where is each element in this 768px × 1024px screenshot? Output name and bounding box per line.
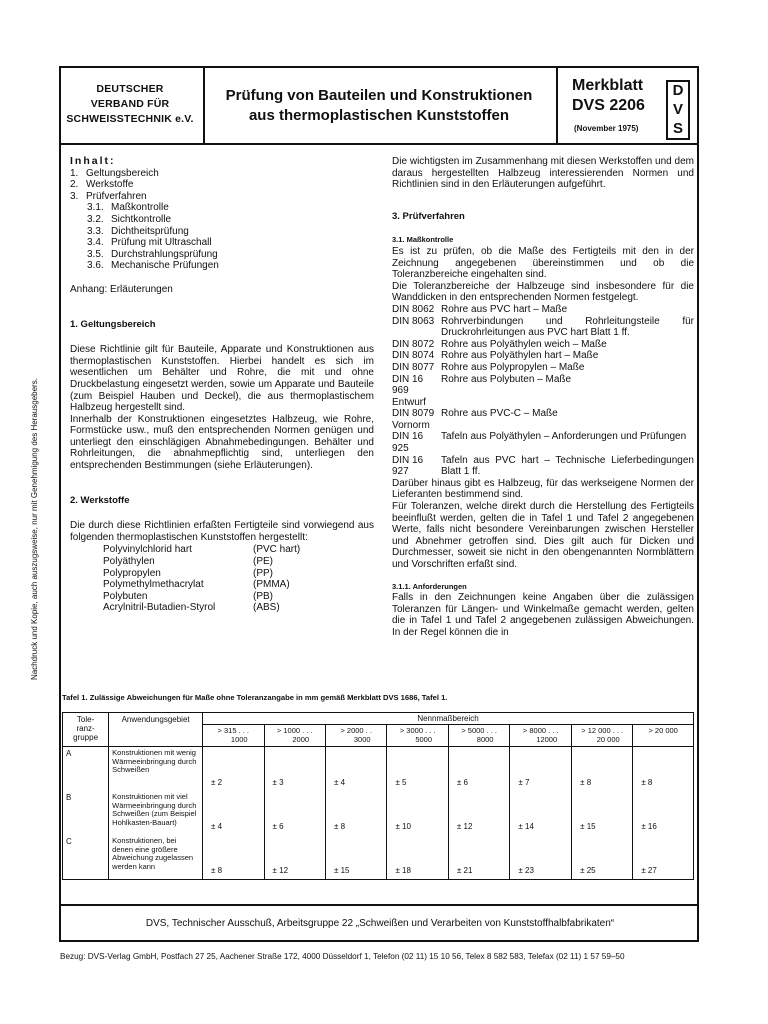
section-3-1-1-heading: 3.1.1. Anforderungen [392, 581, 467, 591]
din-code: Entwurf [392, 396, 426, 408]
table-row [63, 747, 694, 792]
section-1-paragraph: Diese Richtlinie gilt für Bauteile, Apparate und Konstruktionen aus thermoplastischen Kunststoffen. Hierbei handelt es sich im wesentlichen um Behälter und Rohre, die mit und ohne Druckbelastung eingesetzt werden, sowie um Apparate und Bauteile (zum Beispiel Hauben und Deckel), die aus thermoplastischem Halbzeug hergestellt sind. [70, 344, 374, 414]
toc-item [87, 260, 374, 272]
din-code: DIN 8077 [392, 361, 435, 373]
range-to: 12000 [536, 734, 558, 744]
tolerance-value: ± 15 [572, 791, 633, 835]
table-of-contents [70, 168, 374, 272]
tolerance-value: ± 8 [572, 747, 633, 792]
section-2-paragraph: Die durch diese Richtlinien erfaßten Fertigteile sind vorwiegend aus folgenden thermoplastischen Kunststoffen hergestellt: [70, 520, 374, 543]
din-standard [392, 362, 694, 374]
toc-number: 3.1. [87, 202, 104, 214]
tolerance-value: ± 5 [387, 747, 448, 792]
range-header [510, 725, 572, 747]
din-standard [392, 397, 694, 409]
toc-number: 3. [70, 190, 79, 202]
header-divider-right [556, 66, 558, 144]
toc-item [70, 168, 374, 180]
range-header [203, 725, 264, 747]
tolerance-value: ± 6 [264, 791, 325, 835]
merkblatt-label [572, 76, 645, 116]
org-line: SCHWEISSTECHNIK e.V. [66, 113, 194, 125]
dvs-logo [666, 80, 690, 140]
din-code: DIN 16 925 [392, 431, 424, 455]
column-header-group [63, 713, 109, 747]
group-cell: A [63, 747, 109, 792]
din-title: Rohre aus PVC-C – Maße [441, 408, 558, 420]
tolerance-value: ± 6 [448, 747, 509, 792]
din-code: DIN 16 969 [392, 373, 424, 397]
din-standard [392, 420, 694, 432]
paragraph: Darüber hinaus gibt es Halbzeug, für das werkseigene Normen der Lieferanten bestimmend sind. [392, 477, 694, 501]
footer-organization: DVS, Technischer Ausschuß, Arbeitsgruppe 22 „Schweißen und Verarbeiten von Kunststoffhalbfabrikaten“ [145, 918, 615, 929]
section-3-1-heading: 3.1. Maßkontrolle [392, 235, 454, 245]
range-from: > 8000 . . . [522, 726, 559, 735]
toc-label: Werkstoffe [86, 179, 134, 191]
tolerance-value: ± 8 [203, 835, 264, 880]
material-name: Acrylnitril-Butadien-Styrol [103, 602, 216, 614]
din-standard [392, 339, 694, 351]
use-cell: Konstruktionen mit wenig Wärmeeinbringung durch Schweißen [109, 747, 203, 792]
tolerance-value: ± 8 [633, 747, 694, 792]
toc-number: 3.5. [87, 248, 104, 260]
table-row [63, 835, 694, 880]
tolerance-value: ± 12 [448, 791, 509, 835]
material-abbreviation: (PVC hart) [253, 544, 301, 556]
din-code: DIN 8079 [392, 408, 435, 420]
toc-label: Sichtkontrolle [111, 213, 172, 225]
materials-list [103, 544, 374, 614]
range-from: > 1000 . . . [276, 726, 313, 735]
material-item [103, 568, 374, 580]
tolerance-value: ± 23 [510, 835, 572, 880]
title-line: aus thermoplastischen Kunststoffen [248, 107, 510, 124]
toc-label: Prüfverfahren [86, 190, 147, 202]
copyright-side-note: Nachdruck und Kopie, auch auszugsweise, nur mit Genehmigung des Herausgebers. [30, 378, 39, 680]
tolerance-value: ± 18 [387, 835, 448, 880]
tolerance-value: ± 7 [510, 747, 572, 792]
range-to: 20 000 [596, 734, 620, 744]
din-title: Rohre aus Polyäthylen weich – Maße [441, 338, 607, 350]
toc-number: 3.2. [87, 213, 104, 225]
toc-label: Geltungsbereich [86, 167, 159, 179]
din-standards-list [392, 304, 694, 478]
din-standard [392, 374, 694, 397]
section-1-heading: 1. Geltungsbereich [70, 318, 156, 330]
din-title: Tafeln aus PVC hart – Technische Lieferbedingungen Blatt 1 ff. [441, 454, 694, 478]
material-abbreviation: (ABS) [253, 602, 280, 614]
material-name: Polymethylmethacrylat [103, 579, 204, 591]
tolerance-paragraph: Für Toleranzen, welche direkt durch die Herstellung des Fertigteils beeinflußt werden, gelten die in Tafel 1 und Tafel 2 angegebenen Werte, falls nicht besondere Vereinbarungen zwischen Hersteller und Abnehmer getroffen sind. Dies gilt auch für Dicken und Durchmesser, soweit sie nicht in den obengenannten Normblättern und Vorschriften erfaßt sind. [392, 501, 694, 570]
table-caption: Tafel 1. Zulässige Abweichungen für Maße ohne Toleranzangabe in mm gemäß Merkblatt DVS 1686, Tafel 1. [62, 693, 448, 702]
material-abbreviation: (PP) [253, 567, 273, 579]
header-line: ranz- [76, 724, 95, 733]
tolerance-value: ± 27 [633, 835, 694, 880]
range-header [325, 725, 386, 747]
section-3-1-1-paragraph: Falls in den Zeichnungen keine Angaben über die zulässigen Toleranzen für Längen- und Winkelmaße gemacht werden, gelten die in Tafel 1 und Tafel 2 angegebenen zulässigen Abweichungen. In der Regel können die in [392, 592, 694, 638]
group-cell: B [63, 791, 109, 835]
material-item [103, 579, 374, 591]
column-header-use: Anwendungsgebiet [109, 713, 203, 747]
title-line: Prüfung von Bauteilen und Konstruktionen [225, 87, 533, 104]
organization-name [60, 82, 200, 127]
section-3-heading: 3. Prüfverfahren [392, 210, 465, 222]
range-to: 8000 [476, 734, 494, 744]
toc-item [70, 191, 374, 203]
din-title: Rohre aus Polypropylen – Maße [441, 361, 585, 373]
din-code: DIN 8074 [392, 350, 435, 362]
tolerance-value: ± 4 [203, 791, 264, 835]
material-abbreviation: (PE) [253, 556, 273, 568]
tolerance-value: ± 8 [325, 791, 386, 835]
toc-item [70, 179, 374, 191]
tolerance-value: ± 14 [510, 791, 572, 835]
toc-number: 2. [70, 179, 79, 191]
din-code: DIN 8072 [392, 338, 435, 350]
din-code: DIN 8063 [392, 315, 435, 327]
din-title: Rohre aus PVC hart – Maße [441, 303, 568, 315]
logo-letter: S [672, 119, 683, 137]
section-2-heading: 2. Werkstoffe [70, 494, 130, 506]
range-from: > 20 000 [648, 726, 678, 735]
range-header [448, 725, 509, 747]
table-row [63, 791, 694, 835]
publication-date: (November 1975) [574, 124, 639, 133]
material-item [103, 591, 374, 603]
annex-line: Anhang: Erläuterungen [70, 283, 173, 295]
din-code: DIN 8062 [392, 303, 435, 315]
material-item [103, 602, 374, 614]
tolerance-table [62, 712, 694, 880]
material-name: Polyvinylchlorid hart [103, 544, 192, 556]
section-1-paragraph: Innerhalb der Konstruktionen eingesetztes Halbzeug, wie Rohre, Formstücke usw., muß den entsprechenden Normen genügen und unterliegt den einschlägigen Abnahmebedingungen. Behälter und Rohrleitungen, die abnahmepflichtig sind, unterliegen den entsprechenden Bestimmungen (siehe Erläuterungen). [70, 413, 374, 472]
range-to: 5000 [415, 734, 433, 744]
tolerance-value: ± 12 [264, 835, 325, 880]
range-header [264, 725, 325, 747]
material-abbreviation: (PMMA) [253, 579, 290, 591]
logo-letter: D [672, 82, 684, 100]
range-from: > 12 000 . . . [581, 726, 624, 735]
din-standard [392, 316, 694, 339]
din-title: Rohre aus Polyäthylen hart – Maße [441, 350, 599, 362]
material-item [103, 544, 374, 556]
toc-label: Maßkontrolle [111, 202, 169, 214]
tolerance-value: ± 16 [633, 791, 694, 835]
material-name: Polybuten [103, 590, 148, 602]
tolerance-value: ± 4 [325, 747, 386, 792]
material-abbreviation: (PB) [253, 590, 273, 602]
range-header [633, 725, 694, 747]
right-column [392, 156, 694, 639]
document-title [205, 86, 553, 126]
range-to: 1000 [230, 734, 248, 744]
range-from: > 315 . . . [217, 726, 249, 735]
din-title: Tafeln aus Polyäthylen – Anforderungen und Prüfungen [441, 431, 687, 443]
range-from: > 3000 . . . [399, 726, 436, 735]
material-item [103, 556, 374, 568]
material-name: Polyäthylen [103, 556, 155, 568]
din-standard [392, 455, 694, 478]
toc-item [87, 237, 374, 249]
toc-number: 1. [70, 167, 79, 179]
din-title: Rohrverbindungen und Rohrleitungsteile für Druckrohrleitungen aus PVC hart Blatt 1 ff. [441, 315, 694, 339]
header-line: Tole- [76, 715, 95, 724]
section-3-1-paragraph: Es ist zu prüfen, ob die Maße des Fertigteils mit den in der Zeichnung angegebenen übereinstimmen und ob die Toleranzbereiche eingehalten sind. [392, 245, 694, 281]
toc-label: Mechanische Prüfungen [111, 260, 219, 272]
din-standard [392, 304, 694, 316]
use-cell: Konstruktionen mit viel Wärmeeinbringung durch Schweißen (zum Beispiel Hohlkasten-Bauart) [109, 791, 203, 835]
org-line: DEUTSCHER [96, 83, 164, 95]
tolerance-value: ± 2 [203, 747, 264, 792]
footer-divider [59, 904, 699, 906]
table-body [63, 747, 694, 880]
toc-item [87, 226, 374, 238]
section-3-1-paragraph: Die Toleranzbereiche der Halbzeuge sind insbesondere für die Wanddicken in den entsprechenden Normen festgelegt. [392, 280, 694, 304]
merkblatt-number: DVS 2206 [572, 97, 645, 114]
tolerance-value: ± 21 [448, 835, 509, 880]
tolerance-value: ± 3 [264, 747, 325, 792]
org-line: VERBAND FÜR [90, 98, 170, 110]
group-cell: C [63, 835, 109, 880]
range-header [387, 725, 448, 747]
toc-number: 3.3. [87, 225, 104, 237]
din-standard [392, 350, 694, 362]
toc-number: 3.4. [87, 237, 104, 249]
header-divider [59, 143, 699, 145]
toc-label: Dichtheitsprüfung [111, 225, 189, 237]
use-cell: Konstruktionen, bei denen eine größere Abweichung zugelassen werden kann [109, 835, 203, 880]
toc-title: Inhalt: [70, 155, 116, 167]
toc-item [87, 249, 374, 261]
toc-number: 3.6. [87, 260, 104, 272]
tolerance-value: ± 10 [387, 791, 448, 835]
tolerance-value: ± 25 [572, 835, 633, 880]
left-column [70, 156, 374, 614]
din-code: DIN 16 927 [392, 454, 424, 478]
range-to: 3000 [353, 734, 371, 744]
din-standard [392, 408, 694, 420]
column-header-range: Nennmaßbereich [203, 713, 694, 725]
toc-item [87, 202, 374, 214]
header-line: gruppe [73, 733, 99, 742]
toc-item [87, 214, 374, 226]
merkblatt-word: Merkblatt [572, 77, 644, 94]
material-name: Polypropylen [103, 567, 161, 579]
range-from: > 2000 . . [340, 726, 372, 735]
toc-label: Prüfung mit Ultraschall [111, 237, 212, 249]
logo-letter: V [672, 100, 683, 118]
intro-paragraph: Die wichtigsten im Zusammenhang mit diesen Werkstoffen und dem daraus hergestellten Halbzeug interessierenden Normen und Richtlinien sind in den Erläuterungen aufgeführt. [392, 156, 694, 191]
range-from: > 5000 . . . [461, 726, 497, 735]
din-code: Vornorm [392, 419, 430, 431]
tolerance-value: ± 15 [325, 835, 386, 880]
din-standard [392, 431, 694, 454]
range-to: 2000 [292, 734, 310, 744]
range-header [572, 725, 633, 747]
toc-label: Durchstrahlungsprüfung [111, 248, 218, 260]
din-title: Rohre aus Polybuten – Maße [441, 373, 572, 385]
supplier-line: Bezug: DVS-Verlag GmbH, Postfach 27 25, Aachener Straße 172, 4000 Düsseldorf 1, Telefon (02 11) 15 10 56, Telex 8 582 583, Telefax (02 11) 1 57 59–50 [60, 952, 625, 961]
